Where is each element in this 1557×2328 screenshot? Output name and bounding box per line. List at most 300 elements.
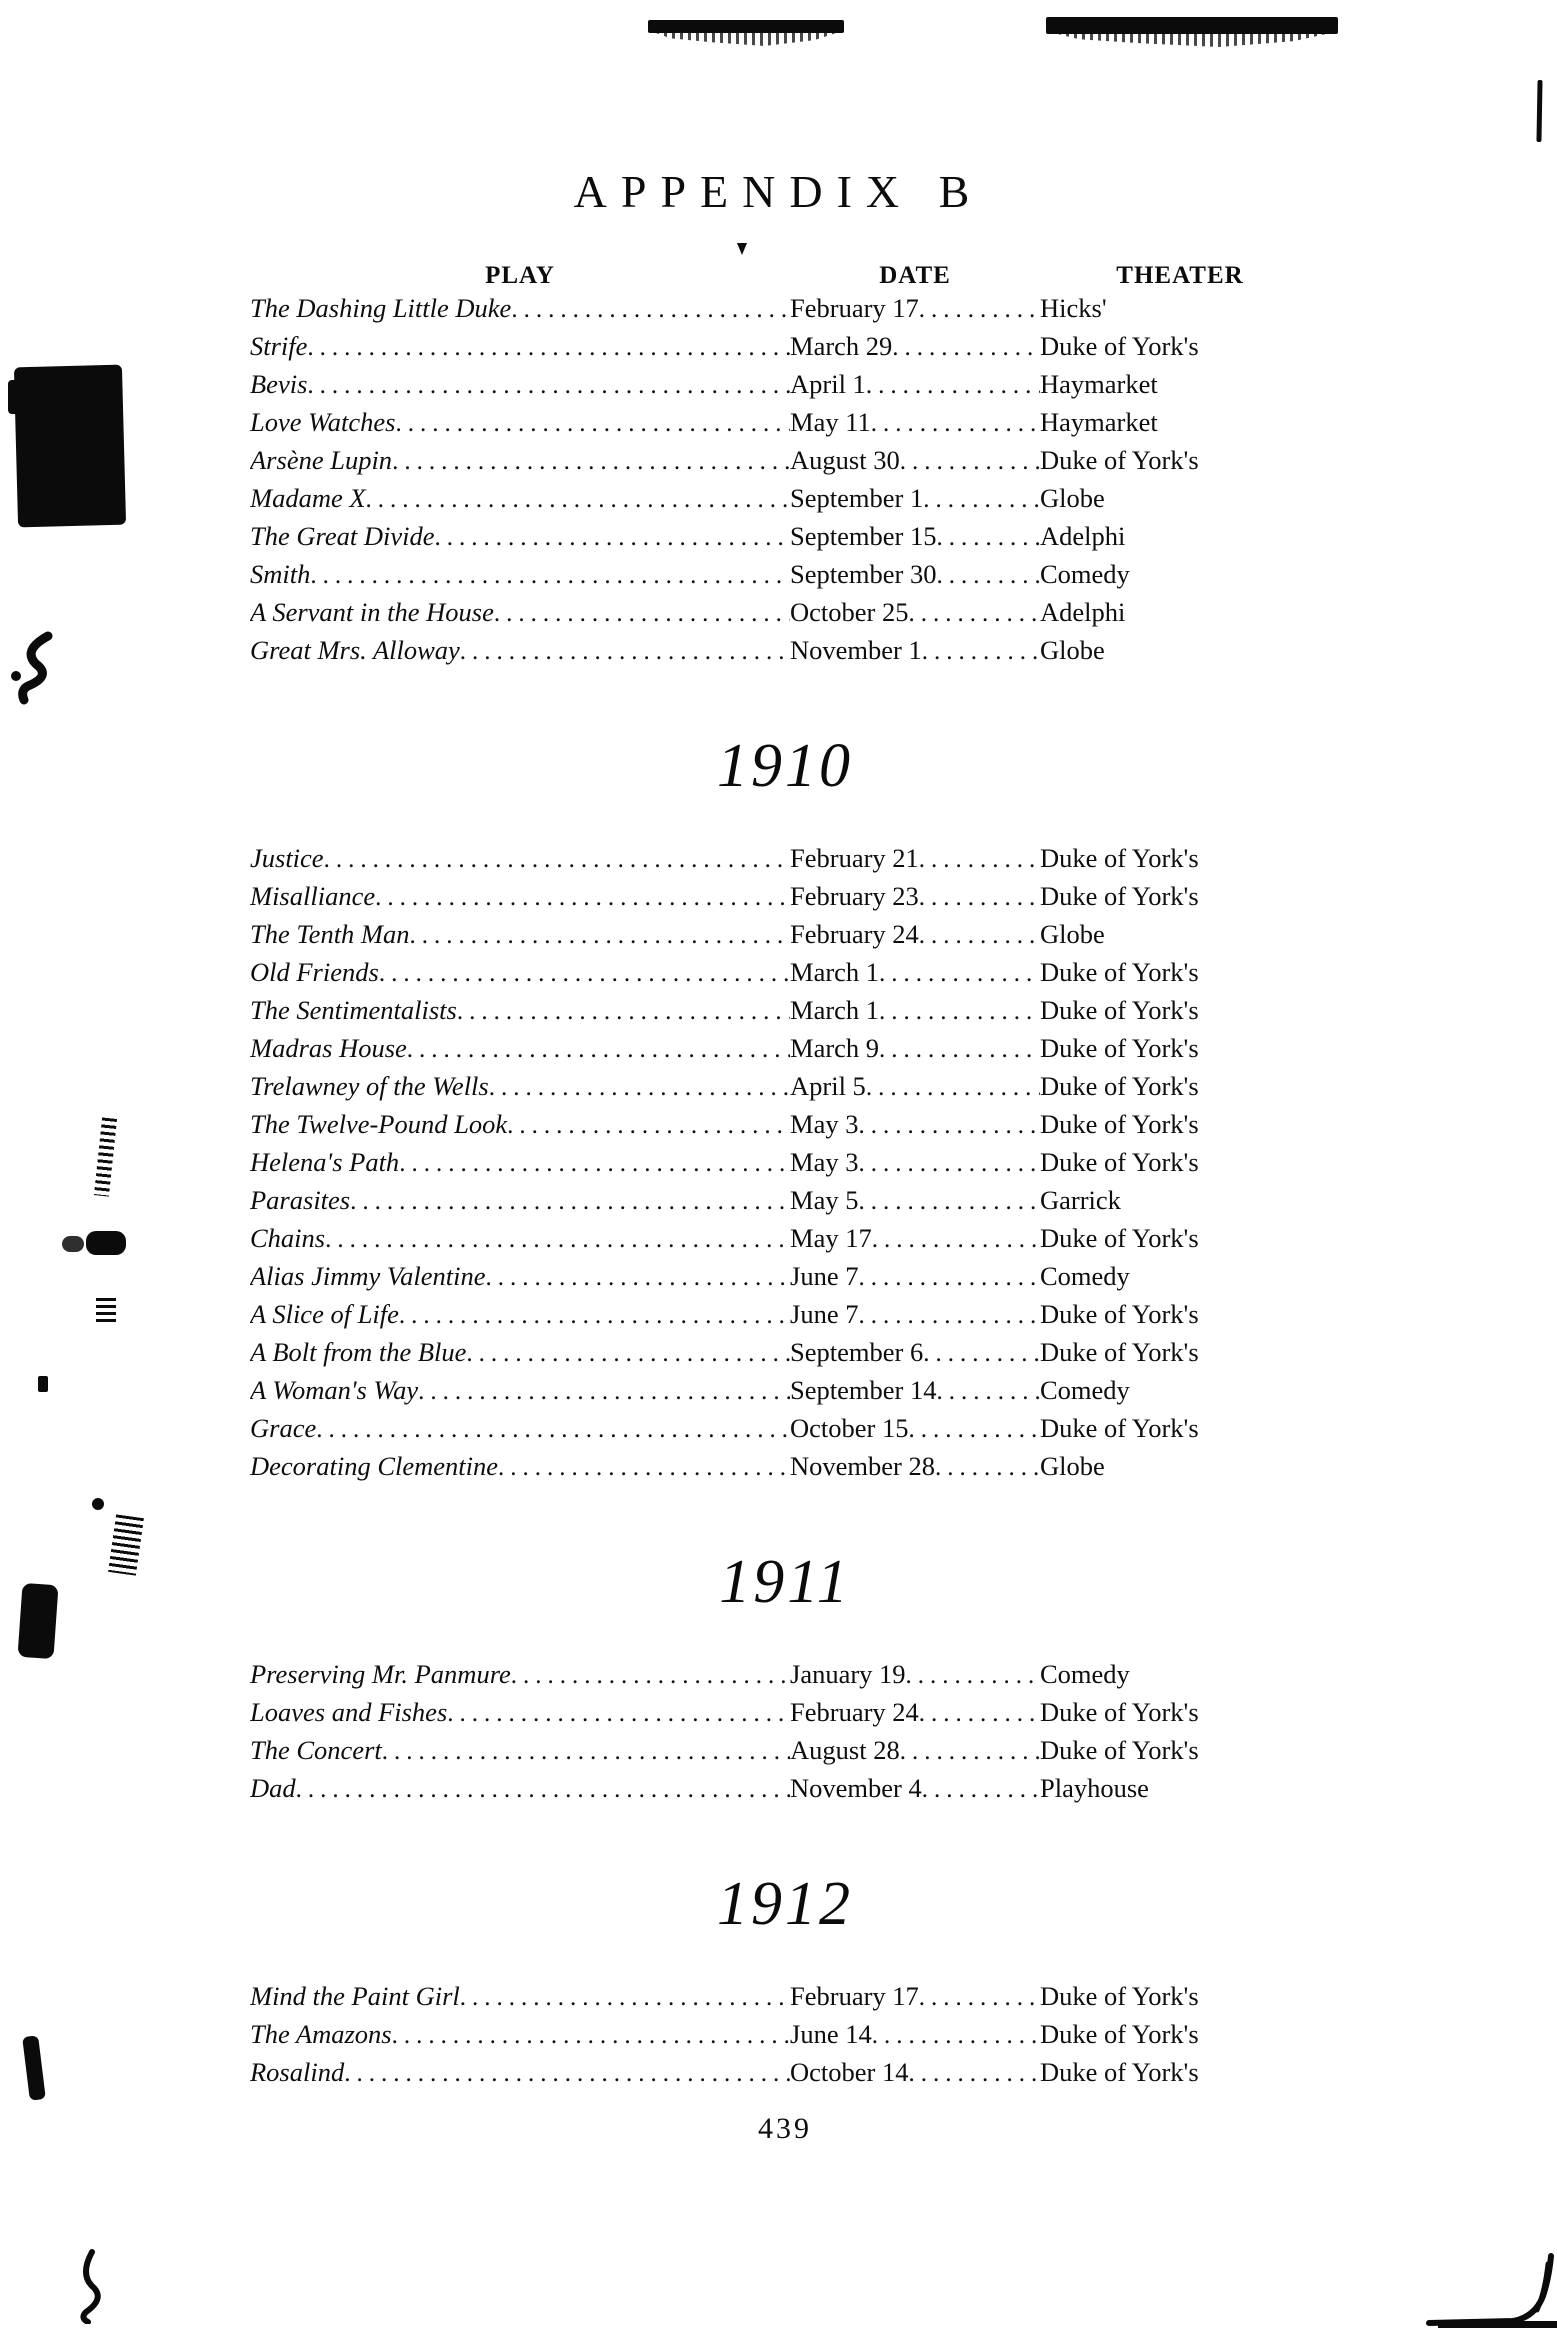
play-cell	[250, 1182, 790, 1220]
date-value: March 9	[790, 1033, 880, 1063]
play-cell	[250, 840, 790, 878]
theater-value: Duke of York's	[1040, 1413, 1199, 1443]
table-row	[250, 1296, 1320, 1334]
table-row	[250, 442, 1320, 480]
date-cell	[790, 518, 1040, 556]
dot-leader	[466, 1334, 790, 1372]
date-cell	[790, 1296, 1040, 1334]
dot-leader	[325, 1220, 790, 1258]
sections-root	[250, 290, 1320, 2092]
dot-leader	[858, 1144, 1040, 1182]
date-cell	[790, 480, 1040, 518]
date-cell	[790, 878, 1040, 916]
date-cell	[790, 2054, 1040, 2092]
dot-leader	[344, 2054, 790, 2092]
year-section	[250, 1542, 1320, 1808]
date-value: August 30	[790, 445, 900, 475]
play-cell	[250, 916, 790, 954]
column-header-date: DATE	[879, 262, 951, 289]
theater-value: Duke of York's	[1040, 1981, 1199, 2011]
date-value: February 24	[790, 919, 919, 949]
dot-leader	[307, 328, 790, 366]
dot-leader	[379, 954, 790, 992]
dot-leader	[366, 480, 790, 518]
table-row	[250, 916, 1320, 954]
table-row	[250, 366, 1320, 404]
date-cell	[790, 1978, 1040, 2016]
table-row	[250, 1334, 1320, 1372]
date-cell	[790, 632, 1040, 670]
date-cell	[790, 1144, 1040, 1182]
date-value: November 1	[790, 635, 922, 665]
play-cell	[250, 290, 790, 328]
theater-value: Duke of York's	[1040, 1735, 1199, 1765]
dot-leader	[900, 1732, 1040, 1770]
table-row	[250, 404, 1320, 442]
play-title: Rosalind	[250, 2057, 345, 2087]
date-cell	[790, 1372, 1040, 1410]
play-title: Dad	[250, 1773, 296, 1803]
table-row	[250, 954, 1320, 992]
play-title: A Servant in the House	[250, 597, 494, 627]
date-value: May 17	[790, 1223, 872, 1253]
year-rows	[250, 1656, 1320, 1808]
play-title: Preserving Mr. Panmure	[250, 1659, 511, 1689]
play-cell	[250, 1106, 790, 1144]
scan-smudge-top-left	[648, 20, 844, 33]
dot-leader	[935, 1448, 1040, 1486]
date-cell	[790, 1334, 1040, 1372]
dot-leader	[919, 1978, 1040, 2016]
date-value: May 11	[790, 407, 871, 437]
table-row	[250, 2016, 1320, 2054]
table-row	[250, 1410, 1320, 1448]
date-value: March 1	[790, 995, 880, 1025]
table-row	[250, 1220, 1320, 1258]
dot-leader	[872, 2016, 1040, 2054]
table-row	[250, 1978, 1320, 2016]
dot-leader	[919, 878, 1040, 916]
plays-table	[250, 262, 1320, 2146]
date-value: June 7	[790, 1299, 859, 1329]
date-cell	[790, 328, 1040, 366]
play-cell	[250, 518, 790, 556]
table-row	[250, 1694, 1320, 1732]
dot-leader	[375, 878, 790, 916]
date-cell	[790, 1694, 1040, 1732]
theater-value: Duke of York's	[1040, 881, 1199, 911]
table-row	[250, 1030, 1320, 1068]
date-cell	[790, 1656, 1040, 1694]
table-row	[250, 1372, 1320, 1410]
table-row	[250, 1068, 1320, 1106]
theater-value: Duke of York's	[1040, 995, 1199, 1025]
date-cell	[790, 1258, 1040, 1296]
page-title: APPENDIX B	[573, 166, 984, 217]
dot-leader	[858, 1296, 1040, 1334]
theater-value: Globe	[1040, 635, 1105, 665]
date-value: November 28	[790, 1451, 935, 1481]
table-row	[250, 632, 1320, 670]
play-title: Madras House	[250, 1033, 407, 1063]
play-title: Arsène Lupin	[250, 445, 393, 475]
play-title: Loaves and Fishes	[250, 1697, 448, 1727]
theater-value: Duke of York's	[1040, 1299, 1199, 1329]
table-row	[250, 840, 1320, 878]
scan-blob-left-edge	[14, 365, 126, 528]
theater-value: Comedy	[1040, 1261, 1130, 1291]
date-value: May 5	[790, 1185, 859, 1215]
scan-bottom-edge-line	[1438, 2321, 1557, 2328]
play-cell	[250, 992, 790, 1030]
play-title: Helena's Path	[250, 1147, 400, 1177]
scan-blob-left-nub	[8, 380, 30, 414]
dot-leader	[936, 1372, 1040, 1410]
date-value: April 1	[790, 369, 866, 399]
dot-leader	[296, 1770, 790, 1808]
dot-leader	[919, 840, 1040, 878]
theater-value: Playhouse	[1040, 1773, 1149, 1803]
dot-leader	[919, 290, 1040, 328]
play-cell	[250, 1258, 790, 1296]
play-cell	[250, 1068, 790, 1106]
table-row	[250, 1448, 1320, 1486]
play-title: The Sentimentalists	[250, 995, 457, 1025]
scan-smudge-top-right	[1046, 17, 1338, 34]
scan-curve-bottom-right	[1425, 2252, 1557, 2328]
play-title: The Amazons	[250, 2019, 392, 2049]
year-section	[250, 726, 1320, 1486]
dot-leader	[410, 916, 790, 954]
date-cell	[790, 1182, 1040, 1220]
scan-squiggle-bottom-left	[66, 2248, 122, 2324]
play-cell	[250, 556, 790, 594]
table-row	[250, 1770, 1320, 1808]
play-title: Old Friends	[250, 957, 379, 987]
date-value: August 28	[790, 1735, 900, 1765]
play-cell	[250, 328, 790, 366]
date-cell	[790, 840, 1040, 878]
theater-value: Globe	[1040, 1451, 1105, 1481]
date-cell	[790, 916, 1040, 954]
date-value: March 1	[790, 957, 880, 987]
play-cell	[250, 1410, 790, 1448]
play-cell	[250, 404, 790, 442]
dot-leader	[892, 328, 1040, 366]
year-section	[250, 290, 1320, 670]
dot-leader	[871, 404, 1040, 442]
theater-value: Duke of York's	[1040, 445, 1199, 475]
year-heading: 1911	[719, 1548, 851, 1616]
scan-blob-dot-halo	[62, 1236, 84, 1252]
date-cell	[790, 1770, 1040, 1808]
dot-leader	[866, 366, 1040, 404]
theater-value: Duke of York's	[1040, 331, 1199, 361]
dot-leader	[908, 2054, 1040, 2092]
dot-leader	[399, 1144, 790, 1182]
year-heading: 1912	[717, 1870, 853, 1938]
dot-leader	[858, 1106, 1040, 1144]
dot-leader	[399, 1296, 790, 1334]
date-value: April 5	[790, 1071, 866, 1101]
date-value: November 4	[790, 1773, 922, 1803]
play-cell	[250, 1144, 790, 1182]
date-value: October 14	[790, 2057, 909, 2087]
dot-leader	[919, 1694, 1040, 1732]
scan-speck-lower	[108, 1514, 144, 1575]
date-value: February 21	[790, 843, 919, 873]
play-cell	[250, 2054, 790, 2092]
dot-leader	[511, 1656, 790, 1694]
table-row	[250, 594, 1320, 632]
play-cell	[250, 480, 790, 518]
dot-leader	[460, 1978, 790, 2016]
play-title: Grace	[250, 1413, 317, 1443]
theater-value: Duke of York's	[1040, 1223, 1199, 1253]
dot-leader	[395, 404, 790, 442]
play-title: Chains	[250, 1223, 326, 1253]
play-cell	[250, 1448, 790, 1486]
scan-blob-lower-left	[17, 1583, 58, 1659]
play-cell	[250, 2016, 790, 2054]
table-row	[250, 480, 1320, 518]
theater-value: Duke of York's	[1040, 843, 1199, 873]
date-cell	[790, 954, 1040, 992]
year-rows	[250, 840, 1320, 1486]
theater-value: Haymarket	[1040, 407, 1158, 437]
table-row	[250, 2054, 1320, 2092]
dot-leader	[906, 1656, 1040, 1694]
dot-leader	[498, 1448, 790, 1486]
dot-leader	[316, 1410, 790, 1448]
theater-value: Hicks'	[1040, 293, 1107, 323]
dot-leader	[489, 1068, 790, 1106]
theater-value: Comedy	[1040, 1375, 1130, 1405]
dot-leader	[858, 1182, 1040, 1220]
dot-leader	[382, 1732, 790, 1770]
dot-leader	[447, 1694, 790, 1732]
dot-leader	[457, 992, 790, 1030]
play-cell	[250, 1656, 790, 1694]
play-title: Parasites	[250, 1185, 351, 1215]
dot-leader	[922, 1770, 1040, 1808]
play-title: A Woman's Way	[250, 1375, 419, 1405]
dot-leader	[511, 290, 790, 328]
theater-value: Duke of York's	[1040, 1033, 1199, 1063]
dot-leader	[900, 442, 1040, 480]
dot-leader	[919, 916, 1040, 954]
date-cell	[790, 290, 1040, 328]
date-value: September 15	[790, 521, 937, 551]
play-title: The Concert	[250, 1735, 382, 1765]
date-cell	[790, 1410, 1040, 1448]
theater-value: Comedy	[1040, 1659, 1130, 1689]
year-heading: 1910	[717, 732, 853, 800]
play-title: Trelawney of the Wells	[250, 1071, 489, 1101]
scan-speck-streak	[94, 1117, 117, 1196]
theater-value: Duke of York's	[1040, 2057, 1199, 2087]
dot-leader	[866, 1068, 1040, 1106]
scan-speck	[96, 1298, 116, 1324]
date-value: September 1	[790, 483, 924, 513]
table-row	[250, 1258, 1320, 1296]
play-cell	[250, 1770, 790, 1808]
play-cell	[250, 1732, 790, 1770]
play-title: Misalliance	[250, 881, 376, 911]
dot-leader	[923, 1334, 1040, 1372]
dot-leader	[307, 366, 790, 404]
dot-leader	[858, 1258, 1040, 1296]
table-row	[250, 518, 1320, 556]
date-cell	[790, 2016, 1040, 2054]
dot-leader	[392, 2016, 790, 2054]
table-row	[250, 290, 1320, 328]
dot-leader	[460, 632, 790, 670]
date-cell	[790, 594, 1040, 632]
play-title: Strife	[250, 331, 308, 361]
table-header-row	[250, 262, 1320, 290]
date-value: October 15	[790, 1413, 909, 1443]
page-number: 439	[758, 2112, 812, 2145]
theater-value: Duke of York's	[1040, 1697, 1199, 1727]
scan-dot	[92, 1498, 104, 1510]
table-row	[250, 1656, 1320, 1694]
date-cell	[790, 1448, 1040, 1486]
dot-leader	[879, 1030, 1040, 1068]
dot-leader	[936, 518, 1040, 556]
table-row	[250, 556, 1320, 594]
play-cell	[250, 954, 790, 992]
date-cell	[790, 1220, 1040, 1258]
date-value: May 3	[790, 1109, 859, 1139]
year-section	[250, 1864, 1320, 2092]
theater-value: Duke of York's	[1040, 1071, 1199, 1101]
theater-value: Duke of York's	[1040, 1147, 1199, 1177]
theater-value: Globe	[1040, 919, 1105, 949]
theater-value: Haymarket	[1040, 369, 1158, 399]
play-cell	[250, 632, 790, 670]
dot-leader	[908, 1410, 1040, 1448]
date-value: January 19	[790, 1659, 906, 1689]
year-rows	[250, 290, 1320, 670]
play-cell	[250, 1978, 790, 2016]
play-title: The Dashing Little Duke	[250, 293, 512, 323]
play-title: Justice	[250, 843, 324, 873]
dot-leader	[392, 442, 790, 480]
dot-leader	[310, 556, 790, 594]
scan-cross-mark	[38, 1376, 48, 1392]
play-cell	[250, 1296, 790, 1334]
play-cell	[250, 1334, 790, 1372]
play-cell	[250, 366, 790, 404]
date-value: March 29	[790, 331, 893, 361]
dot-leader	[486, 1258, 791, 1296]
dot-leader	[350, 1182, 790, 1220]
dot-leader	[908, 594, 1040, 632]
theater-value: Globe	[1040, 483, 1105, 513]
play-title: Mind the Paint Girl	[250, 1981, 460, 2011]
date-value: September 6	[790, 1337, 924, 1367]
play-title: Love Watches	[250, 407, 396, 437]
table-row	[250, 992, 1320, 1030]
date-value: February 17	[790, 1981, 919, 2011]
dot-leader	[407, 1030, 790, 1068]
dot-leader	[494, 594, 790, 632]
date-value: February 23	[790, 881, 919, 911]
date-cell	[790, 1106, 1040, 1144]
dot-leader	[434, 518, 790, 556]
play-cell	[250, 878, 790, 916]
play-title: Decorating Clementine	[250, 1451, 499, 1481]
dot-leader	[879, 992, 1040, 1030]
date-cell	[790, 442, 1040, 480]
table-row	[250, 1144, 1320, 1182]
date-value: May 3	[790, 1147, 859, 1177]
play-title: The Twelve-Pound Look	[250, 1109, 508, 1139]
date-value: June 7	[790, 1261, 859, 1291]
dot-leader	[936, 556, 1040, 594]
date-cell	[790, 404, 1040, 442]
play-cell	[250, 594, 790, 632]
date-cell	[790, 366, 1040, 404]
play-cell	[250, 442, 790, 480]
dot-leader	[418, 1372, 790, 1410]
date-value: September 14	[790, 1375, 937, 1405]
play-title: The Tenth Man	[250, 919, 410, 949]
theater-value: Duke of York's	[1040, 1109, 1199, 1139]
column-header-theater: THEATER	[1116, 262, 1244, 289]
play-title: Smith	[250, 559, 311, 589]
date-cell	[790, 1030, 1040, 1068]
date-value: October 25	[790, 597, 909, 627]
play-title: Alias Jimmy Valentine	[250, 1261, 486, 1291]
theater-value: Duke of York's	[1040, 957, 1199, 987]
play-title: Great Mrs. Alloway	[250, 635, 460, 665]
date-value: June 14	[790, 2019, 872, 2049]
scan-claw-mark	[6, 630, 66, 710]
theater-value: Adelphi	[1040, 597, 1126, 627]
dot-leader	[923, 480, 1040, 518]
date-cell	[790, 1732, 1040, 1770]
dot-leader	[507, 1106, 790, 1144]
table-row	[250, 328, 1320, 366]
date-cell	[790, 556, 1040, 594]
table-row	[250, 1182, 1320, 1220]
dot-leader	[324, 840, 790, 878]
play-title: The Great Divide	[250, 521, 435, 551]
date-cell	[790, 1068, 1040, 1106]
scan-speck-under-title	[737, 243, 747, 255]
date-value: February 24	[790, 1697, 919, 1727]
scan-quill-mark	[22, 2035, 46, 2100]
theater-value: Duke of York's	[1040, 2019, 1199, 2049]
play-title: A Bolt from the Blue	[250, 1337, 467, 1367]
play-title: A Slice of Life	[250, 1299, 399, 1329]
theater-value: Duke of York's	[1040, 1337, 1199, 1367]
play-cell	[250, 1030, 790, 1068]
play-title: Madame X	[250, 483, 366, 513]
theater-value: Garrick	[1040, 1185, 1121, 1215]
table-row	[250, 878, 1320, 916]
date-cell	[790, 992, 1040, 1030]
scan-blob-dot	[86, 1231, 126, 1255]
play-cell	[250, 1372, 790, 1410]
date-value: September 30	[790, 559, 937, 589]
theater-value: Comedy	[1040, 559, 1130, 589]
table-row	[250, 1106, 1320, 1144]
play-cell	[250, 1220, 790, 1258]
theater-value: Adelphi	[1040, 521, 1126, 551]
